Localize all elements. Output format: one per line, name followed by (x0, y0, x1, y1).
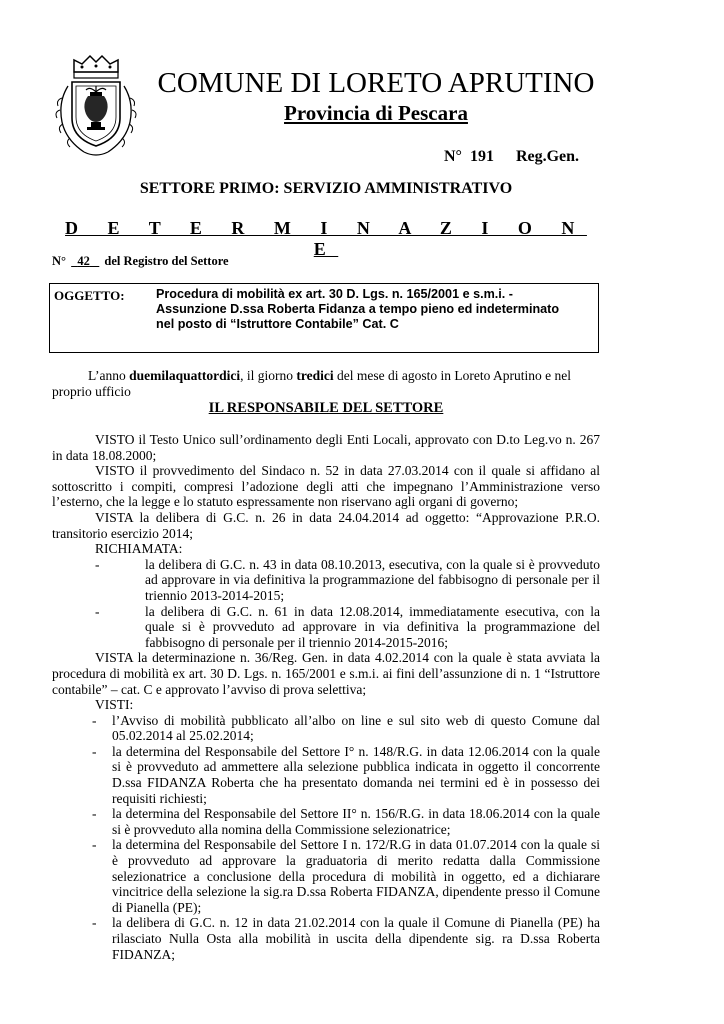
list-dash: - (92, 806, 97, 822)
list-item (52, 744, 600, 806)
oggetto-line: nel posto di “Istruttore Contabile” Cat. C (156, 317, 399, 331)
list-dash: - (92, 712, 97, 728)
intro-text: del mese di agosto in Loreto Aprutino e nel proprio ufficio (52, 368, 571, 399)
list-item (52, 806, 600, 837)
list-item-text: la determina del Responsabile del Settore I° n. 148/R.G. in data 12.06.2014 con la quale si è provveduto ad ammettere alla selezione pubblica indicata in oggetto il concorrente D.ssa FIDANZA Roberta che ha presentato domanda nei termini ed è in possesso dei requisiti richiesti; (112, 743, 600, 806)
list-item (52, 557, 600, 604)
municipal-crest-icon (50, 52, 142, 160)
vista-paragraph: VISTA la determinazione n. 36/Reg. Gen. in data 4.02.2014 con la quale è stata avviata la procedura di mobilità ex art. 30 D. Lgs. n. 165/2001 e s.m.i. ai fini dell’assunzione di n. 1 “Istruttore contabile” – cat. C e approvato l’avviso di prova selettiva; (52, 650, 600, 697)
provincia-subtitle: Provincia di Pescara (284, 101, 468, 125)
visto-paragraph: VISTO il provvedimento del Sindaco n. 52 in data 27.03.2014 con il quale si affidano al sottoscritto i compiti, compresi l’adozione degli atti che impegnano l’Amministrazione verso l’esterno, che la legge e lo statuto espressamente non riservano agli organi di governo; (52, 463, 600, 510)
list-item (52, 915, 600, 962)
list-item (52, 837, 600, 915)
registro-settore-prefix: N° (52, 254, 67, 268)
reg-prefix: N° (444, 148, 462, 165)
comune-title: COMUNE DI LORETO APRUTINO (157, 67, 595, 99)
oggetto-line: Procedura di mobilità ex art. 30 D. Lgs. n. 165/2001 e s.m.i. - (156, 287, 513, 301)
document-type-title: D E T E R M I N A Z I O N E (65, 218, 587, 259)
registro-settore-suffix: del Registro del Settore (104, 254, 229, 268)
reg-number: 191 (469, 148, 494, 165)
list-item-text: la determina del Responsabile del Settore I n. 172/R.G in data 01.07.2014 con la quale si è provveduto ad approvare la graduatoria di merito redatta dalla Commissione selezionatrice a conclusione della procedura di mobilità in oggetto, ed a dichiarare vincitrice della selezione la sig.ra D.ssa Roberta FIDANZA, dipendente presso il Comune di Pianella (PE); (112, 837, 600, 915)
intro-year: duemilaquattordici (129, 368, 241, 383)
list-dash: - (95, 603, 100, 619)
list-dash: - (92, 915, 97, 931)
list-item (52, 604, 600, 651)
reg-suffix: Reg.Gen. (515, 148, 580, 165)
vista-paragraph: VISTA la delibera di G.C. n. 26 in data 24.04.2014 ad oggetto: “Approvazione P.R.O. transitorio esercizio 2014; (52, 509, 600, 541)
oggetto-line: Assunzione D.ssa Roberta Fidanza a tempo pieno ed indeterminato (156, 302, 560, 316)
intro-text: , il giorno (240, 368, 297, 383)
registro-settore-number (71, 254, 99, 269)
list-dash: - (95, 556, 100, 572)
visto-paragraph: VISTO il Testo Unico sull’ordinamento degli Enti Locali, approvato con D.to Leg.vo n. 267 in data 18.08.2000; (52, 432, 600, 463)
document-body (52, 432, 600, 962)
list-dash: - (92, 743, 97, 759)
registro-settore (52, 254, 229, 269)
list-item-text: la delibera di G.C. n. 12 in data 21.02.2014 con la quale il Comune di Pianella (PE) ha rilasciato Nulla Osta alla mobilità in uscita della dipendente sig. ra D.ssa Roberta FIDANZA; (112, 915, 600, 962)
visti-heading: VISTI: (95, 697, 134, 713)
intro-day: tredici (296, 368, 334, 383)
list-item-text: la delibera di G.C. n. 61 in data 12.08.2014, immediatamente esecutiva, con la quale si è provveduto ad approvare in via definitiva la programmazione del fabbisogno di personale per il triennio 2014-2015-2016; (145, 603, 600, 650)
list-dash: - (92, 837, 97, 853)
richiamata-heading: RICHIAMATA: (95, 541, 183, 557)
intro-text: L’anno (88, 368, 130, 383)
list-item-text: la determina del Responsabile del Settore II° n. 156/R.G. in data 18.06.2014 con la quale si è provveduto alla nomina della Commissione selezionatrice; (112, 806, 600, 837)
oggetto-text (156, 287, 596, 332)
list-item (52, 713, 600, 744)
responsabile-heading: IL RESPONSABILE DEL SETTORE (208, 400, 444, 416)
oggetto-label: OGGETTO: (54, 288, 125, 303)
list-item-text: la delibera di G.C. n. 43 in data 08.10.2013, esecutiva, con la quale si è provveduto ad approvare in via definitiva la programmazione del fabbisogno di personale per il triennio 2013-2014-2015; (145, 556, 600, 603)
intro-paragraph (52, 368, 600, 399)
settore-heading: SETTORE PRIMO: SERVIZIO AMMINISTRATIVO (139, 180, 513, 197)
registro-generale (444, 148, 579, 166)
registro-settore-number-value: 42 (77, 254, 90, 268)
list-item-text: l’Avviso di mobilità pubblicato all’albo on line e sul sito web di questo Comune dal 05.02.2014 al 25.02.2014; (112, 712, 600, 744)
